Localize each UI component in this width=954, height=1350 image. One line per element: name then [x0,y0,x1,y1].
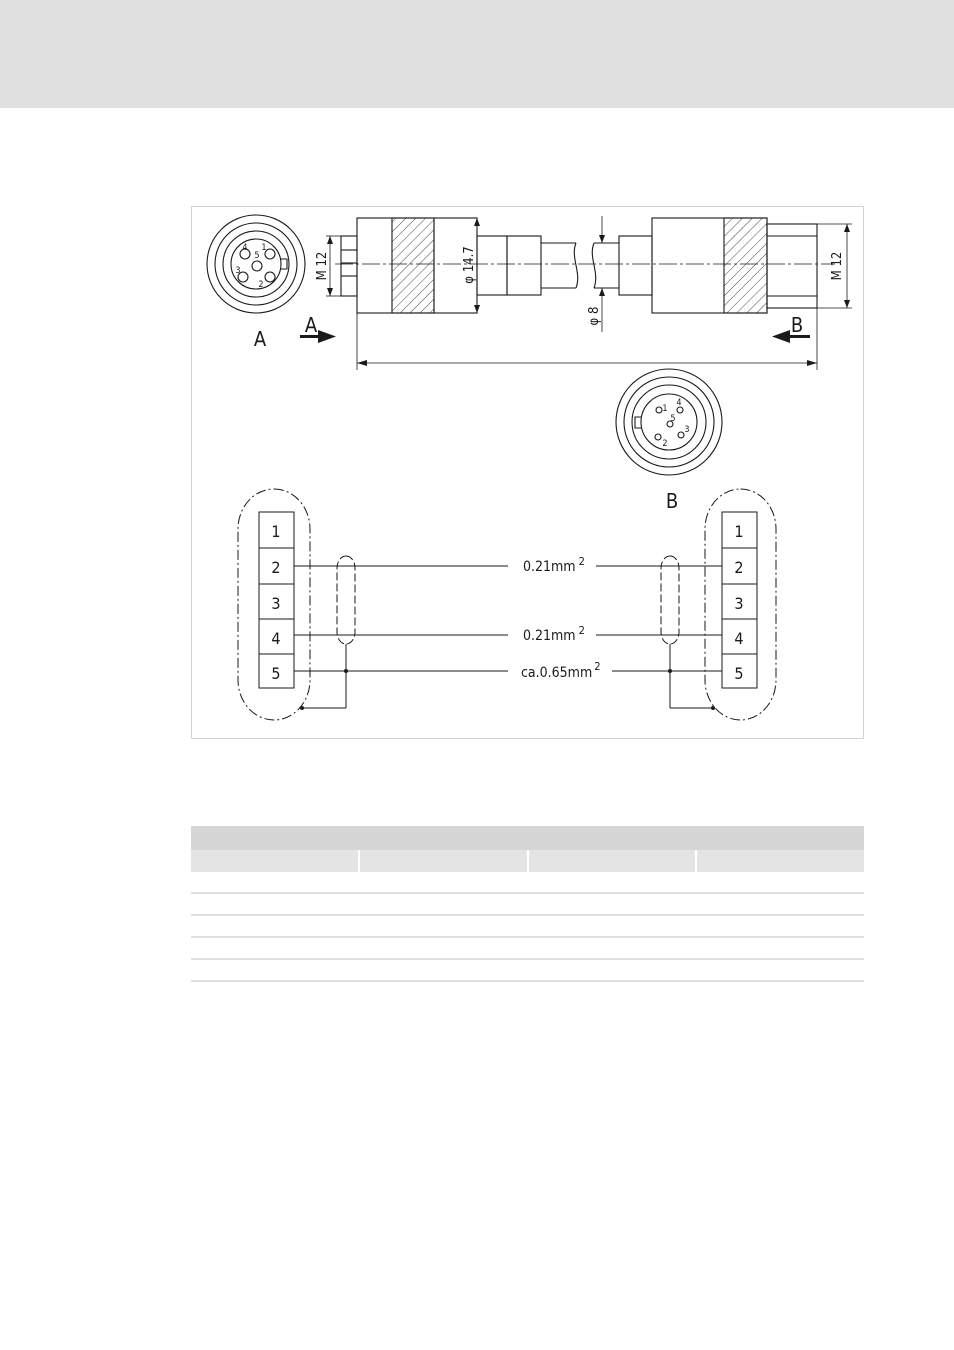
wiring-pin-left-2: 2 [271,558,281,577]
spec-table-header [359,850,527,872]
pin-label-a-3: 3 [235,266,241,276]
spec-table [191,826,864,982]
table-row [191,915,864,937]
body-diameter-label: φ 14.7 [462,246,477,284]
pin-label-b-1: 1 [662,404,668,414]
connector-b-label: B [665,489,679,513]
cable-side-view [326,216,852,370]
table-cell [359,872,527,893]
wiring-pin-right-2: 2 [734,558,744,577]
table-cell [191,959,359,981]
wiring-pin-right-5: 5 [734,664,744,683]
connector-a-label: A [253,327,267,351]
view-arrow-a-label: A [304,313,318,337]
pin-label-b-3: 3 [684,425,690,435]
table-cell [528,872,696,893]
table-cell [696,872,864,893]
wiring-pin-right-3: 3 [734,594,744,613]
view-arrow-b-label: B [790,313,804,337]
pin-label-b-2: 2 [662,439,668,449]
table-cell [359,893,527,915]
table-cell [191,937,359,959]
table-cell [528,959,696,981]
connector-a-face [207,215,305,313]
thread-label-b: M 12 [830,251,845,281]
thread-label-a: M 12 [315,251,330,281]
spec-table-header [696,850,864,872]
wiring-pin-left-4: 4 [271,629,281,648]
table-row [191,937,864,959]
table-row [191,872,864,893]
table-cell [359,937,527,959]
table-cell [359,959,527,981]
pin-label-a-1: 1 [261,243,267,253]
pin-label-b-4: 4 [676,398,682,408]
pin-b-2 [655,434,661,440]
wiring-pin-left-1: 1 [271,522,281,541]
wire-label-pin4: 0.21mm $^2$ [523,624,585,644]
table-cell [528,915,696,937]
spec-table-header-row [191,850,864,872]
wire-label-pin5: ca.0.65mm $^2$ [521,660,601,681]
table-cell [696,915,864,937]
table-cell [528,937,696,959]
pin-b-3 [678,432,684,438]
table-cell [191,893,359,915]
table-cell [191,915,359,937]
pin-label-a-5: 5 [254,251,260,261]
spec-table-header [191,850,359,872]
spec-table-caption-row [191,826,864,850]
table-cell [696,893,864,915]
wiring-pin-left-5: 5 [271,664,281,683]
connector-b-face [616,369,722,475]
pin-label-a-2: 2 [258,280,264,290]
table-cell [696,937,864,959]
pin-label-a-4: 4 [242,243,248,253]
table-row [191,893,864,915]
table-cell [359,915,527,937]
pin-a-5 [252,261,262,271]
spec-table-header [528,850,696,872]
table-row [191,959,864,981]
wiring-diagram [238,489,776,720]
wiring-pin-right-1: 1 [734,522,744,541]
wiring-pin-right-4: 4 [734,629,744,648]
pin-a-2 [265,272,275,282]
pin-label-b-5: 5 [670,414,676,424]
spec-table-caption [191,826,864,850]
pin-b-1 [656,407,662,413]
table-cell [528,893,696,915]
wiring-pin-left-3: 3 [271,594,281,613]
table-cell [696,959,864,981]
table-cell [191,872,359,893]
wire-label-pin2: 0.21mm $^2$ [523,555,585,575]
cable-diameter-label: φ 8 [587,306,602,326]
